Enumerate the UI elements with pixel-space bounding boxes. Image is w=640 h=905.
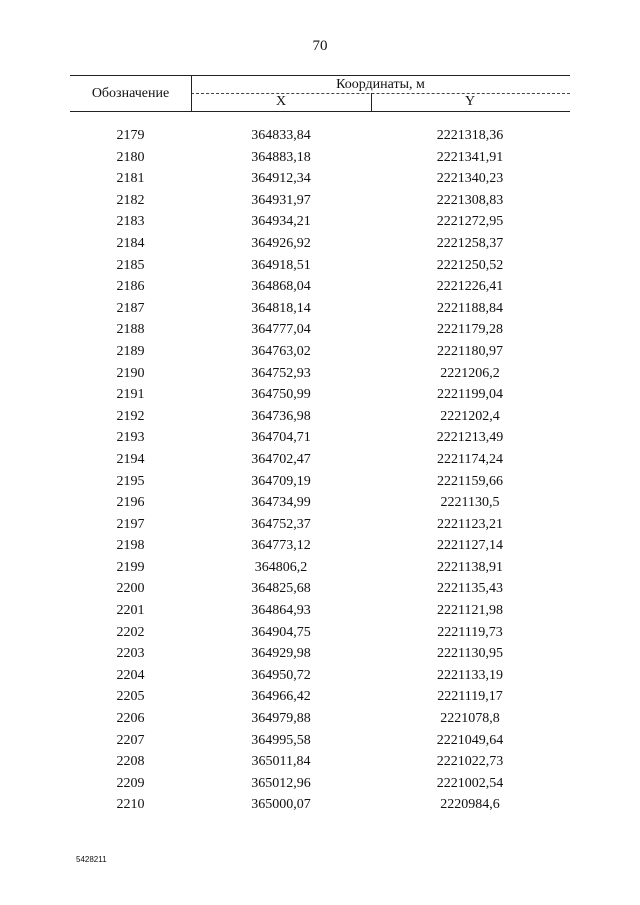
document-code: 5428211: [76, 855, 107, 864]
point-id-cell: 2192: [116, 408, 145, 424]
point-id-cell: 2209: [116, 775, 145, 791]
point-id-cell: 2207: [116, 732, 145, 748]
y-coordinate-cell: 2221340,23: [436, 171, 504, 187]
table-row: [0, 579, 640, 601]
point-id-cell: 2190: [116, 365, 145, 381]
table-row: [0, 148, 640, 170]
x-coordinate-cell: 364868,04: [251, 279, 311, 295]
table-row: [0, 299, 640, 321]
point-id-cell: 2189: [116, 343, 145, 359]
table-row: [0, 536, 640, 558]
x-coordinate-cell: 364777,04: [251, 322, 311, 338]
x-coordinate-cell: 364734,99: [251, 495, 311, 511]
table-row: [0, 256, 640, 278]
y-coordinate-cell: 2221180,97: [437, 343, 503, 359]
point-id-cell: 2195: [116, 473, 145, 489]
y-coordinate-cell: 2221159,66: [437, 473, 503, 489]
table-top-rule: [70, 75, 570, 76]
coordinates-table-body: [0, 126, 640, 817]
y-coordinate-cell: 2221341,91: [436, 149, 504, 165]
point-id-cell: 2180: [116, 149, 145, 165]
x-coordinate-cell: 364773,12: [251, 538, 311, 554]
table-row: [0, 277, 640, 299]
table-row: [0, 126, 640, 148]
point-id-cell: 2191: [116, 387, 145, 403]
y-coordinate-cell: 2221127,14: [437, 538, 503, 554]
x-coordinate-cell: 364806,2: [254, 559, 308, 575]
x-coordinate-cell: 364736,98: [251, 408, 311, 424]
table-row: [0, 472, 640, 494]
y-coordinate-cell: 2221123,21: [437, 516, 503, 532]
y-coordinate-cell: 2221138,91: [437, 559, 503, 575]
point-id-cell: 2198: [116, 538, 145, 554]
y-coordinate-cell: 2221202,4: [440, 408, 500, 424]
y-coordinate-cell: 2221049,64: [436, 732, 504, 748]
table-row: [0, 623, 640, 645]
x-coordinate-cell: 364709,19: [251, 473, 311, 489]
y-coordinate-cell: 2221133,19: [437, 667, 503, 683]
x-coordinate-cell: 365000,07: [251, 797, 311, 813]
y-coordinate-cell: 2221308,83: [436, 192, 504, 208]
point-id-cell: 2210: [116, 797, 145, 813]
point-id-cell: 2203: [116, 646, 145, 662]
x-coordinate-cell: 364979,88: [251, 711, 311, 727]
table-header-bottom-rule: [70, 111, 570, 112]
x-coordinate-cell: 365011,84: [251, 754, 311, 770]
point-id-cell: 2185: [116, 257, 145, 273]
x-coordinate-cell: 364750,99: [251, 387, 311, 403]
x-coordinate-cell: 364752,37: [251, 516, 311, 532]
x-coordinate-cell: 364818,14: [251, 300, 311, 316]
table-row: [0, 342, 640, 364]
y-coordinate-cell: 2221002,54: [436, 775, 504, 791]
x-coordinate-cell: 364763,02: [251, 343, 311, 359]
point-id-cell: 2179: [116, 128, 145, 143]
x-coordinate-cell: 364926,92: [251, 235, 311, 251]
y-coordinate-cell: 2221078,8: [440, 711, 500, 727]
y-coordinate-cell: 2221213,49: [436, 430, 504, 446]
y-coordinate-cell: 2221250,52: [436, 257, 504, 273]
point-id-cell: 2183: [116, 214, 145, 230]
table-row: [0, 795, 640, 817]
table-row: [0, 450, 640, 472]
x-coordinate-cell: 364950,72: [251, 667, 311, 683]
y-coordinate-cell: 2221226,41: [436, 279, 504, 295]
table-row: [0, 558, 640, 580]
point-id-cell: 2197: [116, 516, 145, 532]
table-row: [0, 191, 640, 213]
table-row: [0, 731, 640, 753]
table-row: [0, 407, 640, 429]
y-coordinate-cell: 2221258,37: [436, 235, 504, 251]
y-coordinate-cell: 2221130,95: [437, 646, 503, 662]
y-coordinate-cell: 2221130,5: [440, 495, 500, 511]
page-number: 70: [312, 38, 328, 54]
y-coordinate-cell: 2221179,28: [437, 322, 503, 338]
point-id-cell: 2206: [116, 711, 145, 727]
point-id-cell: 2200: [116, 581, 145, 597]
table-row: [0, 320, 640, 342]
point-id-cell: 2202: [116, 624, 145, 640]
table-row: [0, 687, 640, 709]
table-row: [0, 709, 640, 731]
table-row: [0, 666, 640, 688]
y-coordinate-cell: 2221272,95: [436, 214, 504, 230]
y-coordinate-cell: 2221119,73: [437, 624, 503, 640]
table-row: [0, 428, 640, 450]
table-row: [0, 774, 640, 796]
x-column-header: X: [275, 94, 287, 109]
x-coordinate-cell: 364825,68: [251, 581, 311, 597]
table-row: [0, 364, 640, 386]
table-row: [0, 752, 640, 774]
y-coordinate-cell: 2221199,04: [437, 387, 503, 403]
x-coordinate-cell: 364752,93: [251, 365, 311, 381]
point-id-cell: 2208: [116, 754, 145, 770]
table-row: [0, 644, 640, 666]
y-coordinate-cell: 2220984,6: [440, 797, 500, 813]
y-coordinate-cell: 2221174,24: [437, 451, 503, 467]
table-row: [0, 169, 640, 191]
point-id-cell: 2184: [116, 235, 145, 251]
table-row: [0, 212, 640, 234]
table-row: [0, 601, 640, 623]
x-coordinate-cell: 364929,98: [251, 646, 311, 662]
y-coordinate-cell: 2221022,73: [436, 754, 504, 770]
point-id-cell: 2193: [116, 430, 145, 446]
y-coordinate-cell: 2221188,84: [437, 300, 503, 316]
point-id-cell: 2196: [116, 495, 145, 511]
x-coordinate-cell: 364966,42: [251, 689, 311, 705]
y-column-header: Y: [464, 94, 476, 109]
designation-header: Обозначение: [91, 86, 170, 101]
point-id-cell: 2188: [116, 322, 145, 338]
x-coordinate-cell: 364904,75: [251, 624, 311, 640]
y-coordinate-cell: 2221119,17: [437, 689, 503, 705]
y-coordinate-cell: 2221318,36: [436, 128, 504, 143]
x-coordinate-cell: 364883,18: [251, 149, 311, 165]
x-coordinate-cell: 364702,47: [251, 451, 311, 467]
point-id-cell: 2182: [116, 192, 145, 208]
coordinates-header: Координаты, м: [336, 77, 425, 92]
x-coordinate-cell: 364912,34: [251, 171, 311, 187]
point-id-cell: 2187: [116, 300, 145, 316]
point-id-cell: 2186: [116, 279, 145, 295]
x-coordinate-cell: 364833,84: [251, 128, 311, 143]
x-coordinate-cell: 364931,97: [251, 192, 311, 208]
point-id-cell: 2201: [116, 603, 145, 619]
x-coordinate-cell: 364864,93: [251, 603, 311, 619]
point-id-cell: 2194: [116, 451, 145, 467]
x-coordinate-cell: 364704,71: [251, 430, 311, 446]
x-coordinate-cell: 365012,96: [251, 775, 311, 791]
point-id-cell: 2204: [116, 667, 145, 683]
x-coordinate-cell: 364934,21: [251, 214, 311, 230]
table-row: [0, 234, 640, 256]
x-coordinate-cell: 364995,58: [251, 732, 311, 748]
table-row: [0, 515, 640, 537]
table-row: [0, 385, 640, 407]
x-coordinate-cell: 364918,51: [251, 257, 311, 273]
y-coordinate-cell: 2221121,98: [437, 603, 503, 619]
y-coordinate-cell: 2221206,2: [440, 365, 500, 381]
point-id-cell: 2205: [116, 689, 145, 705]
point-id-cell: 2181: [116, 171, 145, 187]
table-row: [0, 493, 640, 515]
point-id-cell: 2199: [116, 559, 145, 575]
y-coordinate-cell: 2221135,43: [437, 581, 503, 597]
